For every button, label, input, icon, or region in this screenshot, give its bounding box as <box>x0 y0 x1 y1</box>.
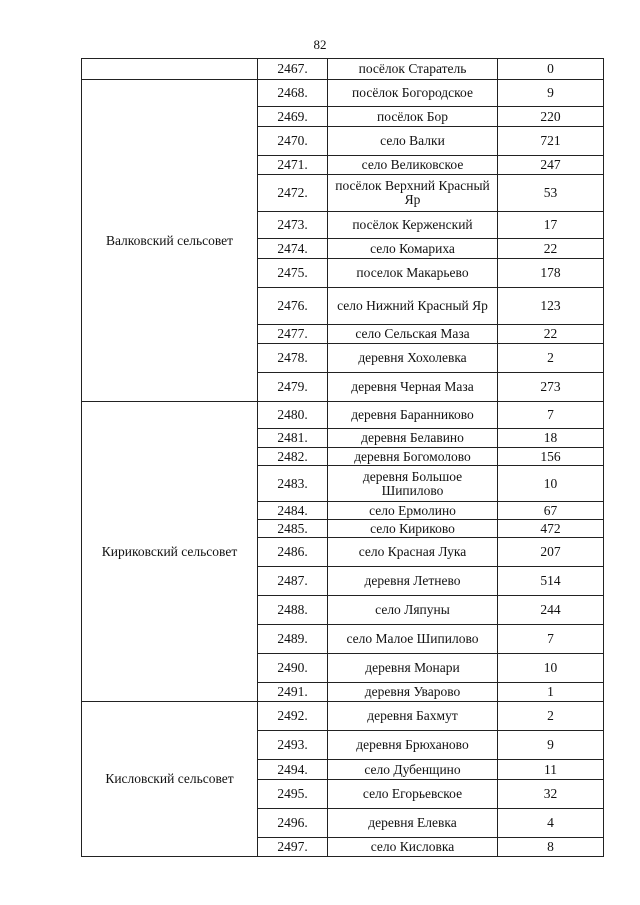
population-cell: 17 <box>498 212 604 239</box>
population-cell: 273 <box>498 373 604 402</box>
settlement-name-cell: деревня Елевка <box>328 809 498 838</box>
settlement-name-cell: село Комариха <box>328 239 498 259</box>
population-cell: 7 <box>498 402 604 429</box>
row-number-cell: 2492. <box>258 702 328 731</box>
population-cell: 53 <box>498 175 604 212</box>
population-cell: 9 <box>498 80 604 107</box>
settlement-name-cell: деревня Большое Шипилово <box>328 466 498 502</box>
settlements-table <box>81 58 604 857</box>
table-row <box>82 80 604 107</box>
row-number-cell: 2485. <box>258 520 328 538</box>
settlement-name-cell: деревня Черная Маза <box>328 373 498 402</box>
council-cell <box>82 59 258 80</box>
settlement-name-cell: село Ляпуны <box>328 596 498 625</box>
row-number-cell: 2477. <box>258 325 328 344</box>
settlement-name-cell: деревня Бахмут <box>328 702 498 731</box>
settlements-table-body <box>82 59 604 857</box>
row-number-cell: 2488. <box>258 596 328 625</box>
row-number-cell: 2481. <box>258 429 328 448</box>
row-number-cell: 2471. <box>258 156 328 175</box>
population-cell: 207 <box>498 538 604 567</box>
population-cell: 123 <box>498 288 604 325</box>
settlement-name-cell: посёлок Богородское <box>328 80 498 107</box>
row-number-cell: 2478. <box>258 344 328 373</box>
page-number: 82 <box>313 37 327 52</box>
row-number-cell: 2483. <box>258 466 328 502</box>
settlement-name-cell: посёлок Керженский <box>328 212 498 239</box>
population-cell: 32 <box>498 780 604 809</box>
row-number-cell: 2468. <box>258 80 328 107</box>
population-cell: 7 <box>498 625 604 654</box>
population-cell: 178 <box>498 259 604 288</box>
population-cell: 67 <box>498 502 604 520</box>
population-cell: 156 <box>498 448 604 466</box>
settlement-name-cell: село Красная Лука <box>328 538 498 567</box>
settlement-name-cell: деревня Богомолово <box>328 448 498 466</box>
row-number-cell: 2475. <box>258 259 328 288</box>
population-cell: 514 <box>498 567 604 596</box>
settlement-name-cell: деревня Белавино <box>328 429 498 448</box>
settlement-name-cell: деревня Летнево <box>328 567 498 596</box>
population-cell: 22 <box>498 325 604 344</box>
settlement-name-cell: деревня Уварово <box>328 683 498 702</box>
row-number-cell: 2495. <box>258 780 328 809</box>
population-cell: 22 <box>498 239 604 259</box>
population-cell: 247 <box>498 156 604 175</box>
settlement-name-cell: деревня Хохолевка <box>328 344 498 373</box>
population-cell: 220 <box>498 107 604 127</box>
population-cell: 4 <box>498 809 604 838</box>
row-number-cell: 2496. <box>258 809 328 838</box>
population-cell: 9 <box>498 731 604 760</box>
settlement-name-cell: село Валки <box>328 127 498 156</box>
settlement-name-cell: село Кисловка <box>328 838 498 857</box>
settlement-name-cell: деревня Баранниково <box>328 402 498 429</box>
population-cell: 1 <box>498 683 604 702</box>
row-number-cell: 2467. <box>258 59 328 80</box>
population-cell: 721 <box>498 127 604 156</box>
row-number-cell: 2480. <box>258 402 328 429</box>
settlement-name-cell: село Малое Шипилово <box>328 625 498 654</box>
row-number-cell: 2493. <box>258 731 328 760</box>
table-row <box>82 702 604 731</box>
row-number-cell: 2491. <box>258 683 328 702</box>
council-cell: Кисловский сельсовет <box>82 702 258 857</box>
row-number-cell: 2484. <box>258 502 328 520</box>
table-row <box>82 59 604 80</box>
settlement-name-cell: село Ермолино <box>328 502 498 520</box>
row-number-cell: 2469. <box>258 107 328 127</box>
row-number-cell: 2497. <box>258 838 328 857</box>
row-number-cell: 2472. <box>258 175 328 212</box>
row-number-cell: 2486. <box>258 538 328 567</box>
council-cell: Валковский сельсовет <box>82 80 258 402</box>
row-number-cell: 2476. <box>258 288 328 325</box>
population-cell: 472 <box>498 520 604 538</box>
row-number-cell: 2479. <box>258 373 328 402</box>
row-number-cell: 2489. <box>258 625 328 654</box>
settlement-name-cell: посёлок Бор <box>328 107 498 127</box>
settlement-name-cell: деревня Монари <box>328 654 498 683</box>
row-number-cell: 2474. <box>258 239 328 259</box>
row-number-cell: 2470. <box>258 127 328 156</box>
settlement-name-cell: село Кириково <box>328 520 498 538</box>
population-cell: 2 <box>498 344 604 373</box>
settlement-name-cell: деревня Брюханово <box>328 731 498 760</box>
settlement-name-cell: посёлок Верхний Красный Яр <box>328 175 498 212</box>
row-number-cell: 2473. <box>258 212 328 239</box>
population-cell: 0 <box>498 59 604 80</box>
table-row <box>82 402 604 429</box>
settlement-name-cell: поселок Макарьево <box>328 259 498 288</box>
settlement-name-cell: село Дубенщино <box>328 760 498 780</box>
population-cell: 8 <box>498 838 604 857</box>
settlement-name-cell: посёлок Старатель <box>328 59 498 80</box>
settlement-name-cell: село Егорьевское <box>328 780 498 809</box>
population-cell: 244 <box>498 596 604 625</box>
population-cell: 18 <box>498 429 604 448</box>
settlement-name-cell: село Великовское <box>328 156 498 175</box>
population-cell: 2 <box>498 702 604 731</box>
settlement-name-cell: село Нижний Красный Яр <box>328 288 498 325</box>
population-cell: 10 <box>498 654 604 683</box>
council-cell: Кириковский сельсовет <box>82 402 258 702</box>
population-cell: 10 <box>498 466 604 502</box>
population-cell: 11 <box>498 760 604 780</box>
row-number-cell: 2494. <box>258 760 328 780</box>
settlement-name-cell: село Сельская Маза <box>328 325 498 344</box>
row-number-cell: 2490. <box>258 654 328 683</box>
row-number-cell: 2482. <box>258 448 328 466</box>
row-number-cell: 2487. <box>258 567 328 596</box>
